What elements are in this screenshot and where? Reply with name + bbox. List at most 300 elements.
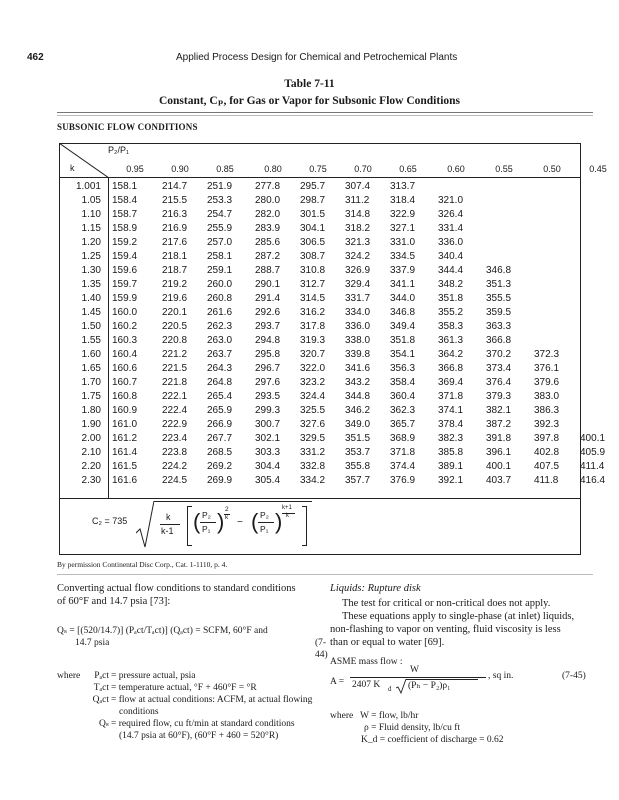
table-cell: 302.1: [255, 433, 281, 444]
table-cell: 317.8: [300, 321, 326, 332]
table-cell: 161.5: [112, 461, 138, 472]
table-cell: 344.8: [345, 391, 371, 402]
k-column-rule: [108, 178, 109, 498]
table-cell: 336.0: [345, 321, 371, 332]
table-cell: 338.0: [345, 335, 371, 346]
k-value: 1.80: [81, 405, 101, 416]
frac-k-num: k: [166, 512, 171, 522]
column-header: 0.65: [399, 164, 417, 174]
sqrt-icon: [396, 678, 406, 694]
table-cell: 218.1: [162, 251, 188, 262]
table-cell: 161.2: [112, 433, 138, 444]
table-cell: 324.2: [345, 251, 371, 262]
k-value: 1.45: [81, 307, 101, 318]
exp1-num: 2: [225, 506, 229, 513]
table-cell: 222.1: [162, 391, 188, 402]
table-cell: 327.6: [300, 419, 326, 430]
table-cell: 160.9: [112, 405, 138, 416]
p2-a: P₂: [202, 510, 211, 520]
table-cell: 339.8: [345, 349, 371, 360]
table-cell: 159.6: [112, 265, 138, 276]
table-cell: 160.7: [112, 377, 138, 388]
eq44-number: (7-44): [315, 638, 328, 660]
table-cell: 295.8: [255, 349, 281, 360]
table-cell: 332.8: [300, 461, 326, 472]
k-value: 1.30: [81, 265, 101, 276]
table-cell: 331.2: [300, 447, 326, 458]
header-diagonal: [59, 143, 109, 178]
table-cell: 158.9: [112, 223, 138, 234]
table-cell: 376.9: [390, 475, 416, 486]
table-cell: 160.6: [112, 363, 138, 374]
table-cell: 306.5: [300, 237, 326, 248]
left-bracket: [187, 506, 192, 546]
table-cell: 329.4: [345, 279, 371, 290]
table-cell: 258.1: [207, 251, 233, 262]
table-cell: 161.6: [112, 475, 138, 486]
def-text-1: = temperature actual, °F + 460°F = °R: [111, 683, 257, 693]
table-cell: 341.6: [345, 363, 371, 374]
def-text-3: conditions: [119, 707, 159, 717]
table-cell: 349.4: [390, 321, 416, 332]
table-cell: 291.4: [255, 293, 281, 304]
table-cell: 346.8: [390, 307, 416, 318]
minus-sign: −: [237, 517, 243, 528]
table-cell: 392.3: [534, 419, 560, 430]
table-cell: 220.1: [162, 307, 188, 318]
table-cell: 382.3: [438, 433, 464, 444]
equation-7-44: [57, 625, 328, 660]
table-cell: 337.9: [390, 265, 416, 276]
def-text-4: = required flow, cu ft/min at standard conditions: [111, 719, 295, 729]
table-cell: 283.9: [255, 223, 281, 234]
section-heading: SUBSONIC FLOW CONDITIONS: [57, 122, 198, 132]
table-cell: 318.4: [390, 195, 416, 206]
table-cell: 223.4: [162, 433, 188, 444]
paren-right-2: ): [275, 509, 283, 534]
table-cell: 257.0: [207, 237, 233, 248]
k-value: 1.10: [81, 209, 101, 220]
k-value: 1.65: [81, 363, 101, 374]
table-cell: 220.8: [162, 335, 188, 346]
table-cell: 385.8: [438, 447, 464, 458]
table-cell: 331.4: [438, 223, 464, 234]
table-cell: 411.8: [534, 475, 559, 486]
rdef-2: K_d = coefficient of discharge = 0.62: [361, 735, 504, 745]
para2-line-1: These equations apply to single-phase (at inlet) liquids,: [342, 611, 575, 622]
table-cell: 160.3: [112, 335, 138, 346]
frac-k-bar: [160, 524, 180, 525]
k-value: 1.20: [81, 237, 101, 248]
k-value: 1.55: [81, 335, 101, 346]
table-cell: 358.3: [438, 321, 464, 332]
table-cell: 351.8: [438, 293, 464, 304]
table-cell: 297.6: [255, 377, 281, 388]
table-cell: 298.7: [300, 195, 326, 206]
column-header: 0.80: [264, 164, 282, 174]
k-value: 2.10: [81, 447, 101, 458]
right-where-block: [330, 710, 600, 746]
table-cell: 376.1: [534, 363, 560, 374]
table-cell: 402.8: [534, 447, 560, 458]
table-cell: 344.4: [438, 265, 464, 276]
table-cell: 277.8: [255, 181, 281, 192]
eq45-number: (7-45): [562, 671, 586, 681]
paren-left-1: (: [193, 509, 201, 534]
table-cell: 386.3: [534, 405, 560, 416]
table-cell: 354.1: [390, 349, 416, 360]
def-text-2: = flow at actual conditions: ACFM, at actual flowing: [111, 695, 313, 705]
table-cell: 160.2: [112, 321, 138, 332]
intro-line-2: of 60°F and 14.7 psia [73]:: [57, 596, 171, 607]
table-cell: 287.2: [255, 251, 281, 262]
table-cell: 346.8: [486, 265, 512, 276]
table-cell: 308.7: [300, 251, 326, 262]
table-cell: 216.9: [162, 223, 188, 234]
table-cell: 265.4: [207, 391, 233, 402]
table-cell: 376.4: [486, 377, 512, 388]
table-cell: 313.7: [390, 181, 416, 192]
header-rule: [59, 177, 581, 178]
table-cell: 260.8: [207, 293, 233, 304]
table-cell: 371.8: [438, 391, 464, 402]
table-cell: 264.3: [207, 363, 233, 374]
table-cell: 158.1: [112, 181, 138, 192]
table-cell: 159.9: [112, 293, 138, 304]
sqrt-vinculum: [154, 501, 312, 502]
table-cell: 285.6: [255, 237, 281, 248]
frac-k-den: k-1: [161, 526, 174, 536]
k-value: 1.05: [81, 195, 101, 206]
eq45-denom-coef: 2407 K: [352, 680, 381, 690]
table-cell: 224.5: [162, 475, 188, 486]
table-cell: 396.1: [486, 447, 512, 458]
table-cell: 314.8: [345, 209, 371, 220]
table-cell: 292.6: [255, 307, 281, 318]
table-cell: 364.2: [438, 349, 464, 360]
table-cell: 322.0: [300, 363, 326, 374]
table-cell: 221.8: [162, 377, 188, 388]
table-cell: 366.8: [486, 335, 512, 346]
table-cell: 392.1: [438, 475, 464, 486]
table-cell: 223.8: [162, 447, 188, 458]
caption-rule-bottom: [57, 115, 593, 116]
table-cell: 407.5: [534, 461, 560, 472]
table-cell: 362.3: [390, 405, 416, 416]
formula-lhs: C₂ = 735: [92, 516, 128, 526]
asme-label: ASME mass flow :: [330, 657, 403, 667]
table-cell: 312.7: [300, 279, 326, 290]
table-cell: 316.2: [300, 307, 326, 318]
table-cell: 346.2: [345, 405, 371, 416]
pressure-ratio-label: P₂/P₁: [108, 145, 130, 155]
table-cell: 324.4: [300, 391, 326, 402]
rdef-0: W = flow, lb/hr: [360, 711, 419, 721]
table-cell: 331.0: [390, 237, 416, 248]
table-cell: 262.3: [207, 321, 233, 332]
paren-left-2: (: [251, 509, 259, 534]
table-cell: 259.1: [207, 265, 233, 276]
table-cell: 365.7: [390, 419, 416, 430]
table-cell: 314.5: [300, 293, 326, 304]
table-cell: 358.4: [390, 377, 416, 388]
table-cell: 351.5: [345, 433, 371, 444]
table-cell: 295.7: [300, 181, 326, 192]
sqrt-sign-icon: [136, 499, 154, 551]
eq45-denom-sub: d: [388, 685, 392, 693]
table-cell: 356.3: [390, 363, 416, 374]
table-cell: 222.9: [162, 419, 188, 430]
table-cell: 311.2: [345, 195, 370, 206]
table-cell: 411.4: [580, 461, 605, 472]
column-header: 0.75: [309, 164, 327, 174]
table-cell: 220.5: [162, 321, 188, 332]
table-cell: 391.8: [486, 433, 512, 444]
ratio-bar-2: [258, 522, 274, 523]
table-cell: 405.9: [580, 447, 606, 458]
table-cell: 268.5: [207, 447, 233, 458]
k-value: 1.25: [81, 251, 101, 262]
column-header: 0.90: [171, 164, 189, 174]
p1-a: P₁: [202, 524, 211, 534]
column-header: 0.85: [216, 164, 234, 174]
table-cell: 214.7: [162, 181, 188, 192]
table-cell: 300.7: [255, 419, 281, 430]
table-cell: 280.0: [255, 195, 281, 206]
table-cell: 321.3: [345, 237, 371, 248]
table-cell: 293.7: [255, 321, 281, 332]
table-cell: 261.6: [207, 307, 233, 318]
table-cell: 416.4: [580, 475, 606, 486]
table-number: Table 7-11: [284, 78, 335, 90]
caption-rule-top: [57, 112, 593, 113]
k-value: 1.40: [81, 293, 101, 304]
def-text-0: = pressure actual, psia: [111, 671, 196, 681]
page-number: 462: [27, 52, 44, 63]
table-cell: 305.4: [255, 475, 281, 486]
k-value: 1.90: [81, 419, 101, 430]
column-header: 0.95: [126, 164, 144, 174]
column-header: 0.55: [495, 164, 513, 174]
equation-7-45: [330, 664, 600, 698]
table-cell: 334.2: [300, 475, 326, 486]
table-cell: 351.8: [390, 335, 416, 346]
table-cell: 265.9: [207, 405, 233, 416]
table-cell: 288.7: [255, 265, 281, 276]
table-cell: 160.0: [112, 307, 138, 318]
table-cell: 379.3: [486, 391, 512, 402]
table-cell: 253.3: [207, 195, 233, 206]
exp1-den: k: [225, 514, 229, 521]
credit-rule: [57, 574, 593, 575]
ratio-bar-1: [200, 522, 216, 523]
table-cell: 397.8: [534, 433, 560, 444]
k-value: 1.70: [81, 377, 101, 388]
def-sym-4: Qₛ: [98, 719, 109, 729]
def-text-5: (14.7 psia at 60°F), (60°F + 460 = 520°R): [119, 731, 279, 741]
table-cell: 299.3: [255, 405, 281, 416]
table-cell: 378.4: [438, 419, 464, 430]
table-cell: 160.8: [112, 391, 138, 402]
table-cell: 304.1: [300, 223, 326, 234]
k-value: 1.60: [81, 349, 101, 360]
column-header: 0.50: [543, 164, 561, 174]
def-sym-0: Pₐct: [94, 671, 109, 681]
table-cell: 334.5: [390, 251, 416, 262]
table-credit: By permission Continental Disc Corp., Cat. 1-1110, p. 4.: [57, 560, 228, 569]
p1-b: P₁: [260, 524, 269, 534]
table-cell: 371.8: [390, 447, 416, 458]
table-cell: 387.2: [486, 419, 512, 430]
eq44-line-2: 14.7 psia: [75, 638, 110, 648]
table-cell: 326.4: [438, 209, 464, 220]
k-value: 1.15: [81, 223, 101, 234]
table-cell: 355.8: [345, 461, 371, 472]
table-cell: 219.2: [162, 279, 188, 290]
paren-right-1: ): [217, 509, 225, 534]
k-value: 1.001: [75, 181, 101, 192]
table-cell: 216.3: [162, 209, 188, 220]
table-cell: 343.2: [345, 377, 371, 388]
table-cell: 260.0: [207, 279, 233, 290]
table-cell: 361.3: [438, 335, 464, 346]
running-header: Applied Process Design for Chemical and Petrochemical Plants: [176, 52, 458, 63]
table-cell: 383.0: [534, 391, 560, 402]
table-cell: 322.9: [390, 209, 416, 220]
table-cell: 366.8: [438, 363, 464, 374]
table-caption: Constant, Cₚ, for Gas or Vapor for Subsonic Flow Conditions: [158, 95, 461, 107]
exp2-num: k+1: [282, 505, 292, 511]
table-cell: 400.1: [486, 461, 512, 472]
table-cell: 293.5: [255, 391, 281, 402]
table-cell: 323.2: [300, 377, 326, 388]
table-cell: 372.3: [534, 349, 560, 360]
table-cell: 340.4: [438, 251, 464, 262]
table-cell: 327.1: [390, 223, 416, 234]
table-cell: 267.7: [207, 433, 233, 444]
liquids-heading: Liquids: Rupture disk: [330, 583, 421, 594]
table-cell: 221.2: [162, 349, 188, 360]
def-sym-1: Tₐct: [93, 683, 109, 693]
p2-b: P₂: [260, 510, 269, 520]
table-cell: 379.6: [534, 377, 560, 388]
right-where: where: [330, 711, 354, 721]
k-label: k: [70, 163, 75, 173]
k-value: 2.20: [81, 461, 101, 472]
intro-paragraph: [57, 582, 327, 608]
para2-line-3: than or equal to water [69].: [330, 637, 445, 648]
table-cell: 255.9: [207, 223, 233, 234]
para2-line-2: non-flashing to vapor on venting, fluid viscosity is less: [330, 624, 561, 635]
left-where: where: [57, 671, 81, 681]
eq45-numer: W: [410, 665, 419, 675]
table-cell: 304.4: [255, 461, 281, 472]
table-cell: 326.9: [345, 265, 371, 276]
table-cell: 269.9: [207, 475, 233, 486]
table-cell: 319.3: [300, 335, 326, 346]
table-cell: 318.2: [345, 223, 371, 234]
table-cell: 353.7: [345, 447, 371, 458]
table-cell: 331.7: [345, 293, 371, 304]
table-cell: 403.7: [486, 475, 512, 486]
table-cell: 269.2: [207, 461, 233, 472]
table-cell: 351.3: [486, 279, 512, 290]
column-header: 0.45: [589, 164, 607, 174]
k-value: 2.00: [81, 433, 101, 444]
table-cell: 301.5: [300, 209, 326, 220]
table-cell: 264.8: [207, 377, 233, 388]
table-cell: 159.4: [112, 251, 138, 262]
k-value: 2.30: [81, 475, 101, 486]
rdef-1: ρ = Fluid density, lb/cu ft: [364, 723, 461, 733]
right-para-1: The test for critical or non-critical does not apply.: [342, 598, 551, 609]
table-cell: 349.0: [345, 419, 371, 430]
column-header: 0.60: [447, 164, 465, 174]
table-cell: 373.4: [486, 363, 512, 374]
table-cell: 336.0: [438, 237, 464, 248]
table-cell: 360.4: [390, 391, 416, 402]
table-cell: 329.5: [300, 433, 326, 444]
table-cell: 251.9: [207, 181, 233, 192]
table-cell: 161.4: [112, 447, 138, 458]
table-cell: 290.1: [255, 279, 281, 290]
right-para-2: [330, 610, 600, 649]
eq45-unit: , sq in.: [488, 671, 514, 681]
table-cell: 160.4: [112, 349, 138, 360]
table-cell: 161.0: [112, 419, 138, 430]
k-value: 1.75: [81, 391, 101, 402]
table-cell: 369.4: [438, 377, 464, 388]
table-cell: 158.7: [112, 209, 138, 220]
table-cell: 374.4: [390, 461, 416, 472]
k-value: 1.50: [81, 321, 101, 332]
table-cell: 368.9: [390, 433, 416, 444]
table-cell: 263.0: [207, 335, 233, 346]
eq45-denom-sqrt: (Pₕ − P₂)ρ₁: [408, 681, 451, 691]
table-cell: 158.4: [112, 195, 138, 206]
table-cell: 307.4: [345, 181, 371, 192]
table-cell: 222.4: [162, 405, 188, 416]
table-cell: 400.1: [580, 433, 606, 444]
table-cell: 357.7: [345, 475, 371, 486]
exp2-den: k: [286, 513, 289, 519]
table-cell: 374.1: [438, 405, 464, 416]
table-cell: 344.0: [390, 293, 416, 304]
def-sym-2: Qₐct: [92, 695, 109, 705]
table-cell: 370.2: [486, 349, 512, 360]
table-cell: 263.7: [207, 349, 233, 360]
table-cell: 294.8: [255, 335, 281, 346]
table-cell: 218.7: [162, 265, 188, 276]
table-cell: 348.2: [438, 279, 464, 290]
eq45-fraction-bar: [350, 677, 486, 678]
table-cell: 355.5: [486, 293, 512, 304]
table-cell: 320.7: [300, 349, 326, 360]
table-cell: 266.9: [207, 419, 233, 430]
table-cell: 389.1: [438, 461, 464, 472]
table-cell: 303.3: [255, 447, 281, 458]
table-cell: 310.8: [300, 265, 326, 276]
table-cell: 224.2: [162, 461, 188, 472]
table-cell: 215.5: [162, 195, 188, 206]
table-cell: 382.1: [486, 405, 512, 416]
table-cell: 325.5: [300, 405, 326, 416]
eq44-line-1: Qₛ = [(520/14.7)] (Pₐct/Tₐct)] (Qₐct) = SCFM, 60°F and: [57, 626, 268, 636]
cp-formula: [92, 499, 312, 551]
table-cell: 334.0: [345, 307, 371, 318]
table-cell: 159.7: [112, 279, 138, 290]
table-cell: 341.1: [390, 279, 416, 290]
